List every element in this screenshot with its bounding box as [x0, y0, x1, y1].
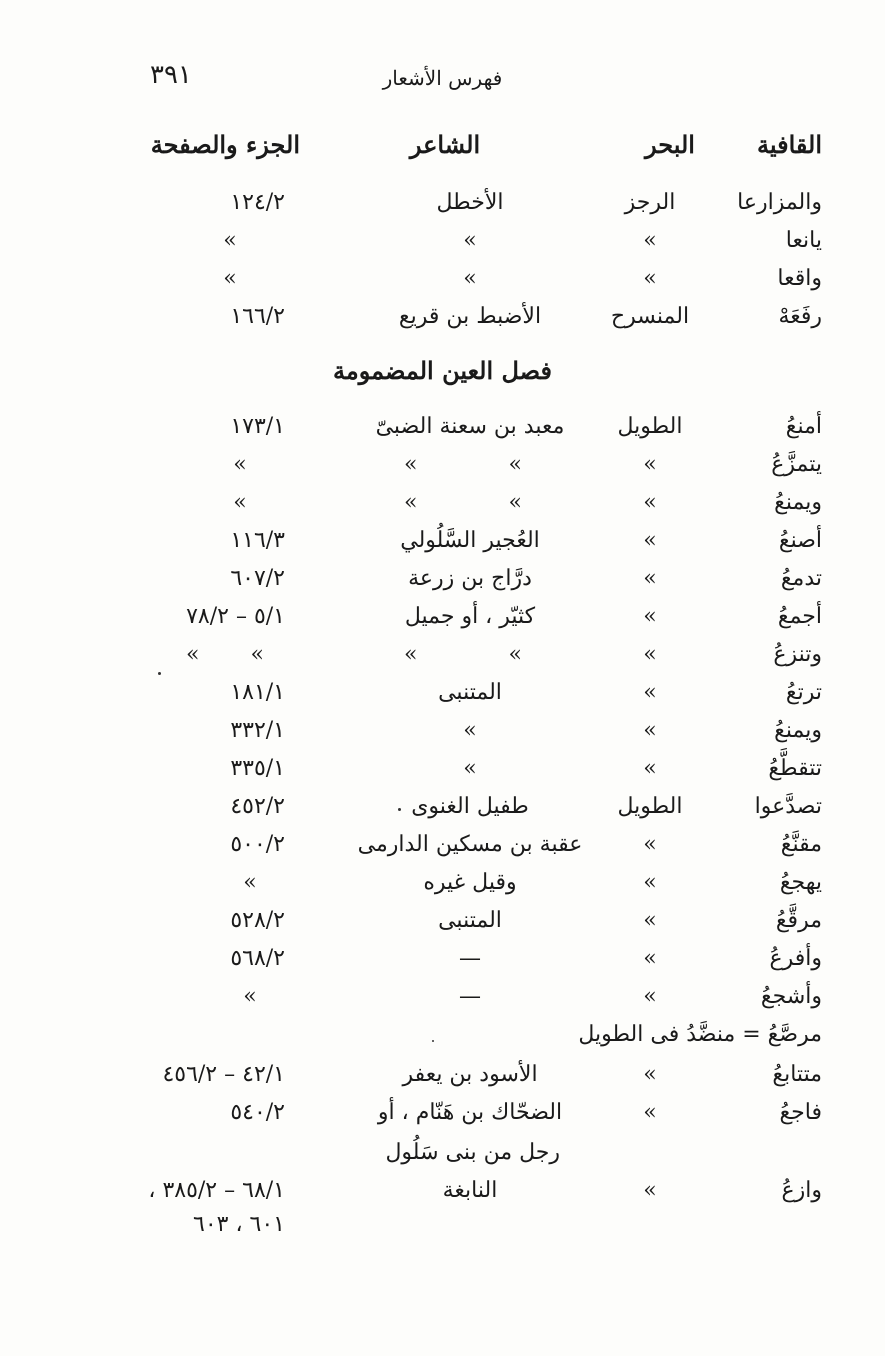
shaer-cell: الأخطل	[436, 190, 504, 215]
ref-cell: ٥٠٠/٢	[230, 832, 285, 857]
qafiya-cell: وأشجعُ	[760, 984, 822, 1009]
ref-cell: ١٢٤/٢	[230, 190, 285, 215]
bahr-cell: »	[643, 756, 657, 781]
ref-cell: ٣٣٥/١	[230, 756, 285, 781]
ref-cell: ١٧٣/١	[230, 414, 285, 439]
qafiya-cell: فاجعُ	[779, 1100, 822, 1125]
bahr-cell: »	[643, 908, 657, 933]
print-speck	[432, 1040, 434, 1042]
table-row	[0, 832, 885, 870]
ref-cell: »	[223, 266, 237, 291]
shaer-cell: المتنبى	[438, 680, 502, 705]
shaer-cell: »	[463, 718, 477, 743]
header-bahr: البحر	[645, 130, 695, 159]
qafiya-cell: تصدَّعوا	[754, 794, 822, 819]
bahr-cell: »	[643, 642, 657, 667]
shaer-cell: —	[459, 984, 481, 1009]
bahr-cell: »	[643, 490, 657, 515]
ref-cell: »	[223, 228, 237, 253]
table-row	[0, 452, 885, 490]
ditto-mark: »	[508, 452, 522, 477]
qafiya-cell: يتمزَّعُ	[771, 452, 822, 477]
qafiya-cell: أجمعُ	[777, 604, 822, 629]
shaer-cell: —	[459, 946, 481, 971]
ref-cell: ٤٥٢/٢	[230, 794, 285, 819]
bahr-cell: الرجز	[624, 190, 676, 215]
ref-cell: ٥٦٨/٢	[230, 946, 285, 971]
bahr-cell: »	[643, 870, 657, 895]
table-row	[0, 794, 885, 832]
table-row	[0, 756, 885, 794]
print-speck	[158, 672, 161, 675]
ref-cell: »	[243, 870, 257, 895]
table-row	[0, 946, 885, 984]
table-row	[0, 528, 885, 566]
table-row	[0, 680, 885, 718]
ditto-mark: »	[250, 642, 264, 667]
qafiya-cell: وازعُ	[781, 1178, 822, 1203]
qafiya-cell: ويمنعُ	[774, 718, 822, 743]
header-qafiya: القافية	[756, 130, 822, 159]
shaer-cell: العُجير السَّلُولي	[400, 528, 540, 553]
ditto-mark: »	[404, 490, 418, 515]
table-row	[0, 304, 885, 342]
shaer-cell: عقبة بن مسكين الدارمى	[357, 832, 583, 857]
bahr-cell: »	[643, 528, 657, 553]
shaer-cell: معبد بن سعنة الضبىّ	[375, 414, 565, 439]
ref-cell: »	[233, 452, 247, 477]
bahr-cell: الطويل	[617, 794, 683, 819]
table-row	[0, 1062, 885, 1100]
ref-cell: »	[233, 490, 247, 515]
bahr-cell: »	[643, 604, 657, 629]
table-row	[0, 984, 885, 1022]
cross-reference-line: مرصَّعُ = منضَّدُ فى الطويل	[578, 1022, 822, 1047]
bahr-cell: »	[643, 1062, 657, 1087]
shaer-cell: الأضبط بن قريع	[398, 304, 542, 329]
table-row	[0, 490, 885, 528]
ditto-mark: »	[404, 452, 418, 477]
ref-cell: ٦٨/١ – ٣٨٥/٢ ،	[148, 1178, 285, 1203]
ditto-mark: »	[508, 642, 522, 667]
ref-cell: ١١٦/٣	[230, 528, 285, 553]
qafiya-cell: ويمنعُ	[774, 490, 822, 515]
qafiya-cell: واقعا	[777, 266, 822, 291]
ref-cell: »	[243, 984, 257, 1009]
bahr-cell: الطويل	[617, 414, 683, 439]
bahr-cell: »	[643, 1100, 657, 1125]
ditto-mark: »	[508, 490, 522, 515]
shaer-cell: »	[463, 228, 477, 253]
bahr-cell: المنسرح	[610, 304, 690, 329]
shaer-cell: »	[463, 756, 477, 781]
page-number: ٣٩١	[150, 60, 192, 90]
table-row	[0, 718, 885, 756]
table-row	[0, 228, 885, 266]
bahr-cell: »	[643, 228, 657, 253]
bahr-cell: »	[643, 946, 657, 971]
poet-continuation: رجل من بنى سَلُول	[385, 1140, 560, 1165]
header-juz: الجزء والصفحة	[150, 130, 300, 159]
table-row	[0, 604, 885, 642]
section-title: فصل العين المضمومة	[333, 356, 552, 385]
qafiya-cell: وأفرعُ	[769, 946, 822, 971]
qafiya-cell: تتقطَّعُ	[768, 756, 822, 781]
bahr-cell: »	[643, 680, 657, 705]
ref-cell: ١٦٦/٢	[230, 304, 285, 329]
table-row	[0, 908, 885, 946]
ditto-mark: »	[404, 642, 418, 667]
qafiya-cell: رفَعَهْ	[778, 304, 822, 329]
qafiya-cell: وتنزعُ	[773, 642, 822, 667]
table-row	[0, 642, 885, 680]
qafiya-cell: ترتعُ	[785, 680, 822, 705]
qafiya-cell: يانعا	[785, 228, 822, 253]
bahr-cell: »	[643, 452, 657, 477]
ref-cell: ٤٢/١ – ٤٥٦/٢	[162, 1062, 285, 1087]
ref-cell: ٣٣٢/١	[230, 718, 285, 743]
qafiya-cell: مقنَّعُ	[780, 832, 822, 857]
table-row	[0, 266, 885, 304]
shaer-cell: درَّاج بن زرعة	[408, 566, 532, 591]
shaer-cell: الضحّاك بن هَنّام ، أو	[377, 1100, 563, 1125]
qafiya-cell: أمنعُ	[785, 414, 822, 439]
qafiya-cell: متتابعُ	[772, 1062, 822, 1087]
qafiya-cell: أصنعُ	[778, 528, 822, 553]
shaer-cell: طفيل الغنوى	[411, 794, 529, 819]
shaer-cell: الأسود بن يعفر	[402, 1062, 538, 1087]
table-row	[0, 414, 885, 452]
ref-cell: ١٨١/١	[230, 680, 285, 705]
ref-cell: ٦٠٧/٢	[230, 566, 285, 591]
bahr-cell: »	[643, 566, 657, 591]
running-title: فهرس الأشعار	[382, 66, 503, 90]
shaer-cell: كثيّر ، أو جميل	[404, 604, 536, 629]
shaer-cell: »	[463, 266, 477, 291]
shaer-cell: المتنبى	[438, 908, 502, 933]
header-shaer: الشاعر	[409, 130, 481, 159]
ref-continuation: ٦٠١ ، ٦٠٣	[193, 1212, 285, 1237]
shaer-cell: وقيل غيره	[423, 870, 517, 895]
ref-cell: ٥٢٨/٢	[230, 908, 285, 933]
table-row	[0, 870, 885, 908]
qafiya-cell: والمزارعا	[737, 190, 822, 215]
qafiya-cell: مرقَّعُ	[775, 908, 822, 933]
bahr-cell: »	[643, 984, 657, 1009]
bahr-cell: »	[643, 832, 657, 857]
print-speck	[398, 808, 401, 811]
ref-cell: ٥٤٠/٢	[230, 1100, 285, 1125]
table-row	[0, 1178, 885, 1216]
qafiya-cell: تدمعُ	[780, 566, 822, 591]
bahr-cell: »	[643, 1178, 657, 1203]
shaer-cell: النابغة	[442, 1178, 498, 1203]
ditto-mark: »	[186, 642, 200, 667]
bahr-cell: »	[643, 718, 657, 743]
bahr-cell: »	[643, 266, 657, 291]
table-row	[0, 1100, 885, 1138]
qafiya-cell: يهجعُ	[779, 870, 822, 895]
table-row	[0, 566, 885, 604]
table-row	[0, 190, 885, 228]
ref-cell: ٥/١ – ٧٨/٢	[186, 604, 285, 629]
